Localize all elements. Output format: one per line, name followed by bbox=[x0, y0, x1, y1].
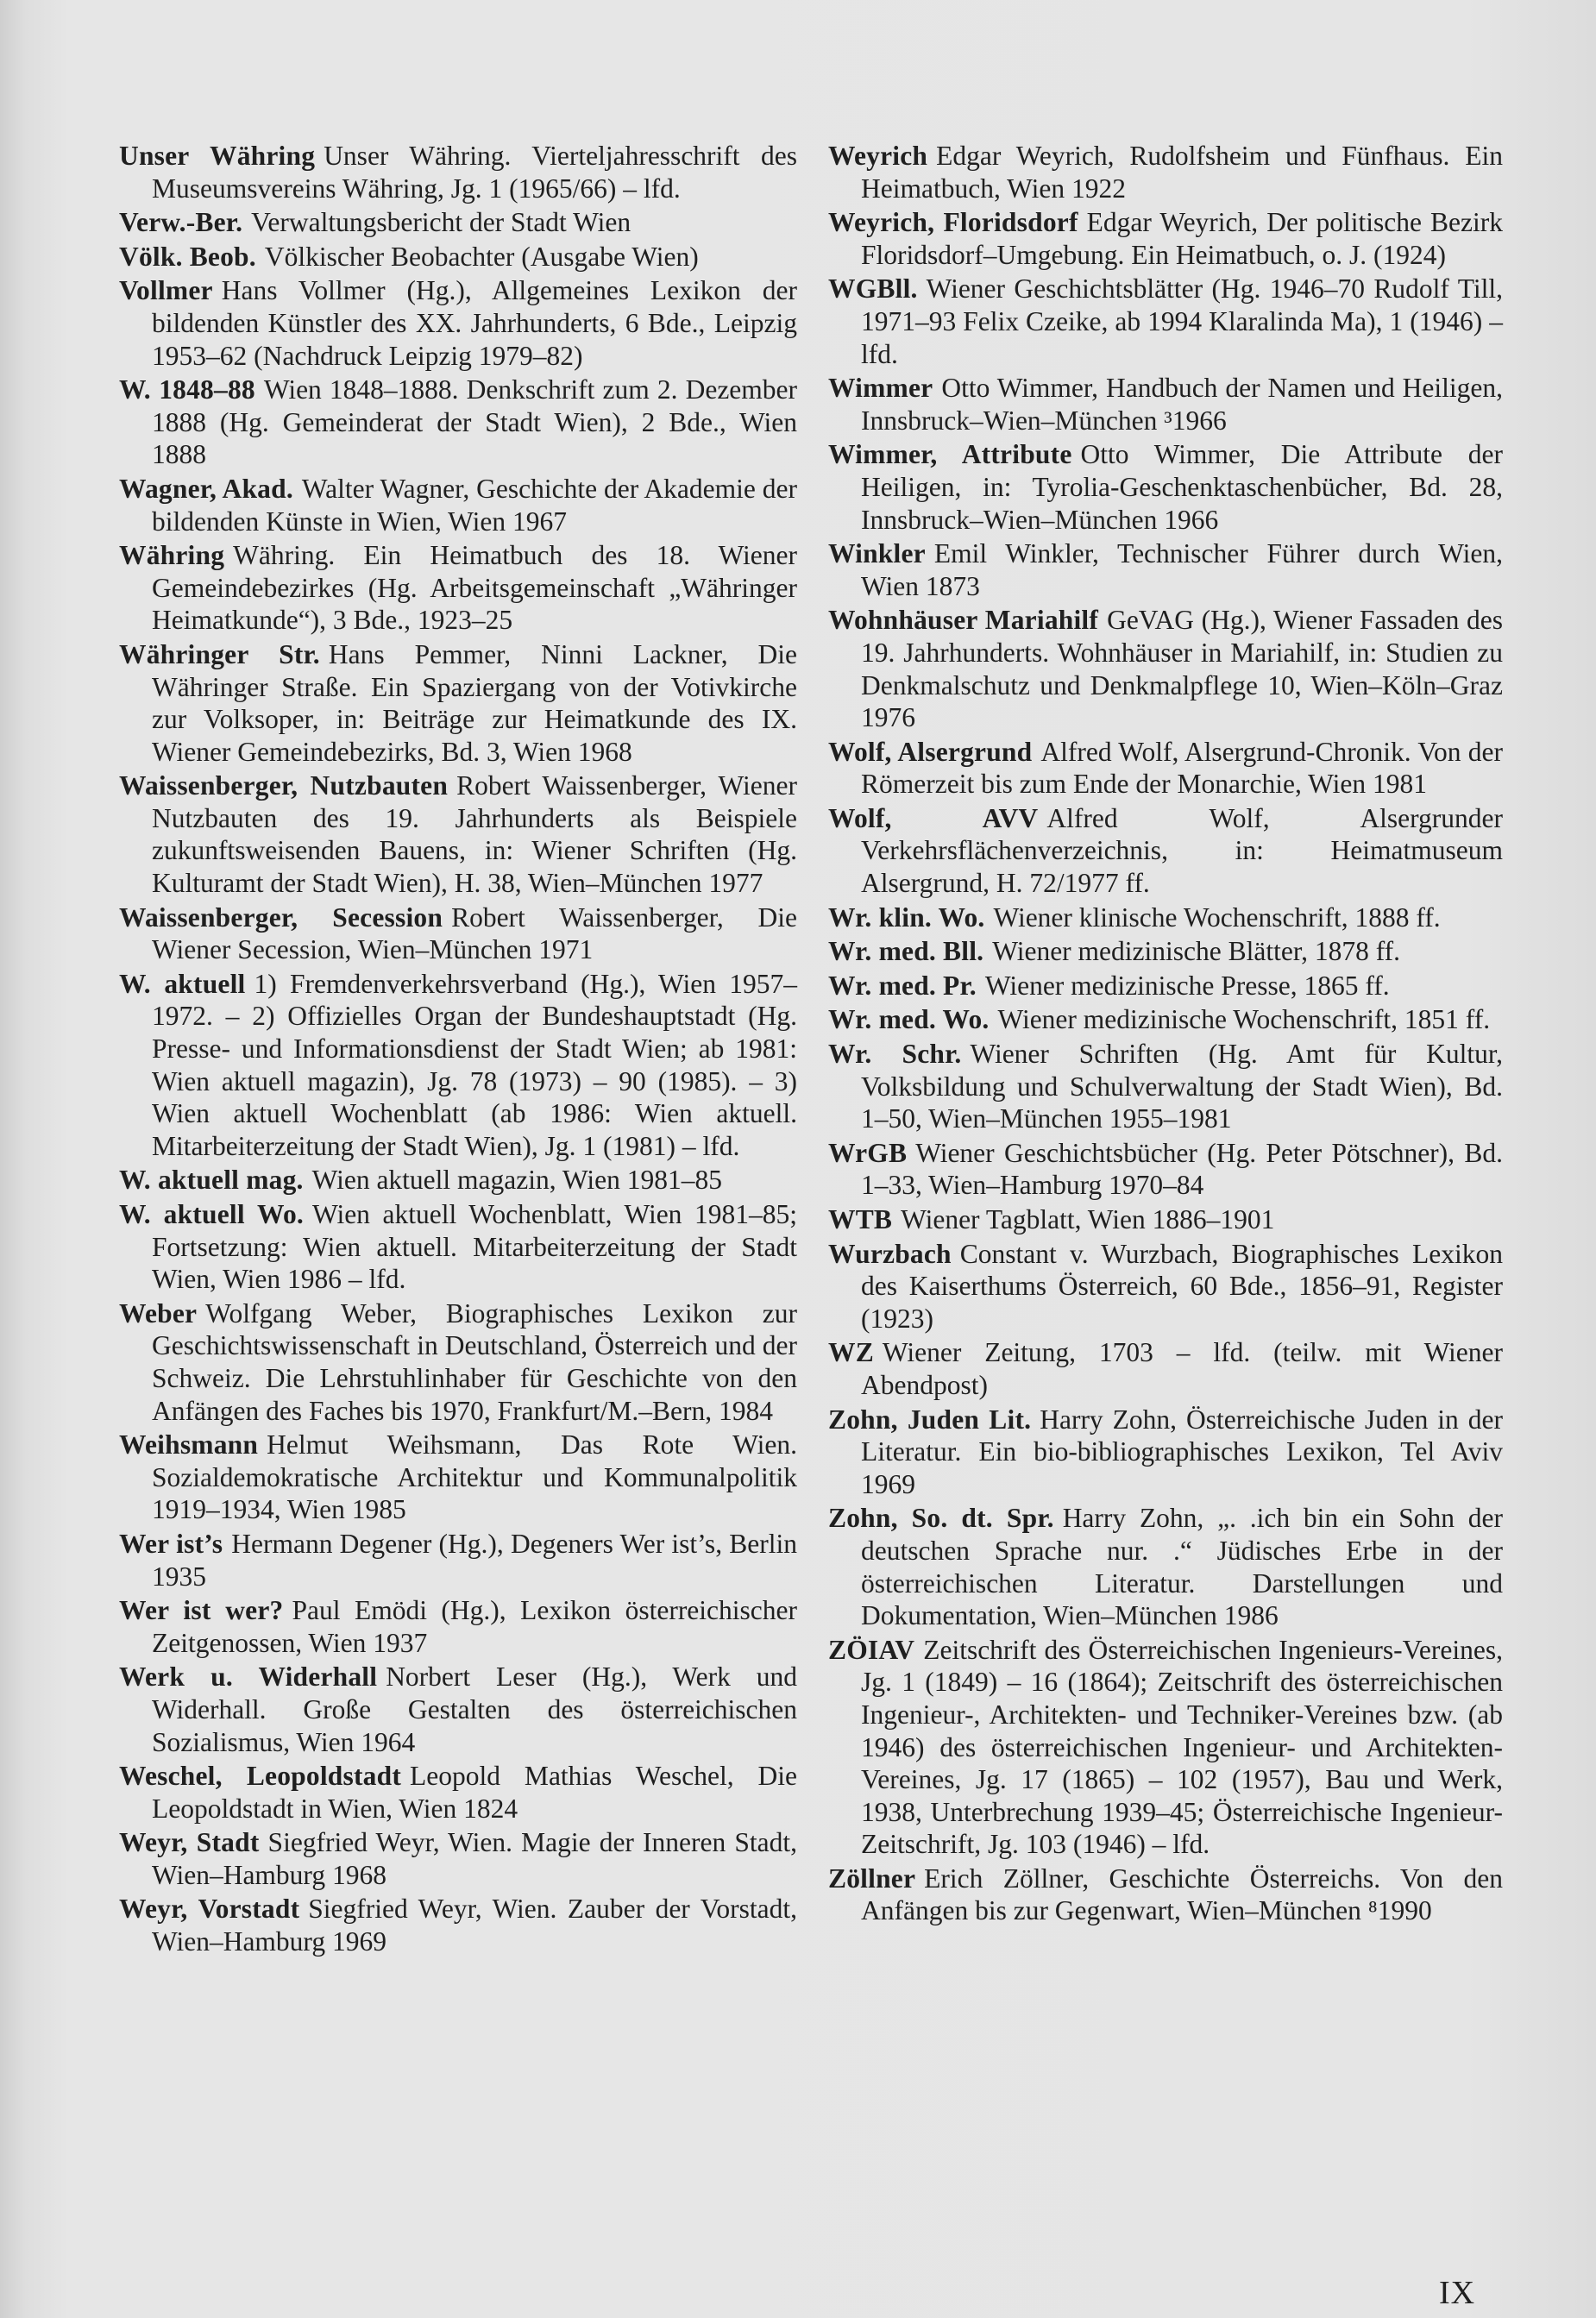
entry-abbreviation: WGBll. bbox=[828, 273, 918, 305]
bibliography-entry bbox=[828, 935, 1503, 968]
entry-abbreviation: Wimmer bbox=[828, 373, 933, 404]
entry-abbreviation: Weschel, Leopoldstadt bbox=[119, 1761, 402, 1792]
entry-text: Harry Zohn, „. .ich bin ein Sohn der deutschen Sprache nur. .“ Jüdisches Erbe in der österreichischen Literatur. Darstellungen und Dokumentation, Wien–München 1986 bbox=[861, 1503, 1503, 1631]
bibliography-entry bbox=[828, 140, 1503, 204]
entry-abbreviation: Wr. Schr. bbox=[828, 1039, 962, 1070]
entry-abbreviation: W. 1848–88 bbox=[119, 374, 255, 405]
entry-abbreviation: Weyr, Vorstadt bbox=[119, 1894, 300, 1925]
bibliography-entry bbox=[828, 1137, 1503, 1202]
entry-text: Edgar Weyrich, Der politische Bezirk Floridsdorf–Umgebung. Ein Heimatbuch, o. J. (1924) bbox=[861, 207, 1503, 270]
bibliography-entry bbox=[828, 1634, 1503, 1861]
bibliography-entry bbox=[828, 438, 1503, 536]
entry-text: GeVAG (Hg.), Wiener Fassaden des 19. Jahrhunderts. Wohnhäuser in Mariahilf, in: Studien zu Denkmalschutz und Denkmalpflege 10, Wien–Köln–Graz 1976 bbox=[861, 605, 1503, 733]
left-column bbox=[119, 140, 797, 1960]
entry-abbreviation: W. aktuell mag. bbox=[119, 1165, 304, 1196]
bibliography-entry bbox=[828, 1003, 1503, 1036]
entry-abbreviation: ZÖIAV bbox=[828, 1634, 915, 1665]
bibliography-entry bbox=[119, 374, 797, 471]
entry-abbreviation: Völk. Beob. bbox=[119, 241, 256, 272]
entry-text: Wiener Schriften (Hg. Amt für Kultur, Volksbildung und Schulverwaltung der Stadt Wien), Bd. 1–50, Wien–München 1955–1981 bbox=[861, 1039, 1503, 1134]
right-column bbox=[828, 140, 1503, 1929]
entry-abbreviation: Wurzbach bbox=[828, 1238, 952, 1269]
entry-abbreviation: Waissenberger, Nutzbauten bbox=[119, 770, 449, 801]
entry-text: Edgar Weyrich, Rudolfsheim und Fünfhaus. Ein Heimatbuch, Wien 1922 bbox=[861, 141, 1503, 204]
bibliography-entry bbox=[119, 968, 797, 1163]
entry-text: Wolfgang Weber, Biographisches Lexikon zur Geschichtswissenschaft in Deutschland, Österreich und der Schweiz. Die Lehrstuhlinhaber für Geschichte von den Anfängen des Faches bis 1970, Frankfurt/M.–Bern, 1984 bbox=[152, 1297, 797, 1426]
bibliography-entry bbox=[119, 539, 797, 637]
bibliography-entry bbox=[828, 1203, 1503, 1236]
entry-abbreviation: Weber bbox=[119, 1297, 198, 1329]
entry-abbreviation: Wr. med. Wo. bbox=[828, 1004, 990, 1035]
entry-text: Wiener medizinische Blätter, 1878 ff. bbox=[992, 936, 1400, 967]
entry-abbreviation: Unser Währing bbox=[119, 141, 316, 171]
bibliography-entry bbox=[828, 901, 1503, 934]
bibliography-entry bbox=[119, 1528, 797, 1592]
entry-abbreviation: Weyrich bbox=[828, 141, 928, 171]
bibliography-entry bbox=[119, 1826, 797, 1891]
entry-text: Walter Wagner, Geschichte der Akademie der bildenden Künste in Wien, Wien 1967 bbox=[152, 473, 797, 537]
entry-abbreviation: Waissenberger, Secession bbox=[119, 901, 443, 933]
entry-text: 1) Fremdenverkehrsverband (Hg.), Wien 1957–1972. – 2) Offizielles Organ der Bundeshauptstadt (Hg. Presse- und Informationsdienst der Stadt Wien; ab 1981: Wien aktuell magazin), Jg. 78 (1973) – 90 (1985). – 3) Wien aktuell Wochenblatt (ab 1986: Wien aktuell. Mitarbeiterzeitung der Stadt Wien), Jg. 1 (1981) – lfd. bbox=[152, 968, 797, 1161]
page-number: IX bbox=[1439, 2275, 1476, 2311]
bibliography-entry bbox=[828, 372, 1503, 437]
bibliography-entry bbox=[828, 206, 1503, 271]
entry-abbreviation: Zöllner bbox=[828, 1863, 916, 1894]
bibliography-entry bbox=[828, 1038, 1503, 1135]
entry-text: Robert Waissenberger, Wiener Nutzbauten des 19. Jahrhunderts als Beispiele zukunftsweisenden Bauens, in: Wiener Schriften (Hg. Kulturamt der Stadt Wien), H. 38, Wien–München 1977 bbox=[152, 770, 797, 899]
entry-text: Währing. Ein Heimatbuch des 18. Wiener Gemeindebezirkes (Hg. Arbeitsgemeinschaft „Währinger Heimatkunde“), 3 Bde., 1923–25 bbox=[152, 540, 797, 636]
bibliography-entry bbox=[119, 1297, 797, 1427]
entry-text: Leopold Mathias Weschel, Die Leopoldstadt in Wien, Wien 1824 bbox=[152, 1761, 797, 1824]
entry-abbreviation: Wagner, Akad. bbox=[119, 473, 293, 504]
bibliography-entry bbox=[119, 473, 797, 537]
entry-abbreviation: Weyr, Stadt bbox=[119, 1827, 260, 1858]
bibliography-entry bbox=[119, 274, 797, 372]
entry-abbreviation: Wr. med. Pr. bbox=[828, 970, 977, 1001]
entry-text: Harry Zohn, Österreichische Juden in der Literatur. Ein bio-bibliographisches Lexikon, Tel Aviv 1969 bbox=[861, 1404, 1503, 1499]
entry-text: Wien aktuell magazin, Wien 1981–85 bbox=[311, 1165, 723, 1196]
bibliography-entry bbox=[119, 1164, 797, 1197]
entry-text: Wiener medizinische Presse, 1865 ff. bbox=[984, 970, 1390, 1001]
bibliography-entry bbox=[828, 970, 1503, 1002]
entry-text: Verwaltungsbericht der Stadt Wien bbox=[251, 207, 631, 238]
entry-text: Wiener Geschichtsbücher (Hg. Peter Pötschner), Bd. 1–33, Wien–Hamburg 1970–84 bbox=[861, 1137, 1503, 1201]
entry-abbreviation: WTB bbox=[828, 1204, 893, 1234]
entry-text: Alfred Wolf, Alsergrunder Verkehrsflächenverzeichnis, in: Heimatmuseum Alsergrund, H. 72/1977 ff. bbox=[861, 802, 1504, 899]
entry-abbreviation: WZ bbox=[828, 1337, 874, 1368]
bibliography-entry bbox=[828, 1404, 1503, 1501]
entry-abbreviation: Wimmer, Attribute bbox=[828, 439, 1072, 470]
entry-abbreviation: Weyrich, Floridsdorf bbox=[828, 207, 1078, 238]
entry-abbreviation: Zohn, So. dt. Spr. bbox=[828, 1503, 1054, 1534]
bibliography-entry bbox=[828, 1336, 1503, 1401]
entry-text: Otto Wimmer, Handbuch der Namen und Heiligen, Innsbruck–Wien–München ³1966 bbox=[861, 373, 1503, 436]
bibliography-entry bbox=[119, 1594, 797, 1659]
bibliography-entry bbox=[119, 770, 797, 899]
entry-abbreviation: W. aktuell bbox=[119, 968, 246, 999]
entry-abbreviation: Wolf, Alsergrund bbox=[828, 736, 1033, 767]
entry-text: Zeitschrift des Österreichischen Ingenieurs-Vereines, Jg. 1 (1849) – 16 (1864); Zeitschrift des österreichischen Ingenieur-, Architekten- und Techniker-Vereines bzw. (ab 1946) des österreichischen Ingenieur- und Architekten-Vereines, Jg. 17 (1865) – 102 (1957), Bau und Werk, 1938, Unterbrechung 1939–45; Österreichische Ingenieur-Zeitschrift, Jg. 103 (1946) – lfd. bbox=[861, 1634, 1503, 1860]
entry-text: Helmut Weihsmann, Das Rote Wien. Sozialdemokratische Architektur und Kommunalpolitik 1919–1934, Wien 1985 bbox=[152, 1429, 797, 1525]
entry-text: Emil Winkler, Technischer Führer durch Wien, Wien 1873 bbox=[861, 538, 1503, 601]
bibliography-entry bbox=[828, 802, 1503, 900]
entry-text: Wiener klinische Wochenschrift, 1888 ff. bbox=[993, 901, 1441, 933]
bibliography-entry bbox=[828, 537, 1503, 602]
entry-text: Wien 1848–1888. Denkschrift zum 2. Dezember 1888 (Hg. Gemeinderat der Stadt Wien), 2 Bde., Wien 1888 bbox=[152, 374, 797, 470]
bibliography-entry bbox=[119, 1661, 797, 1758]
entry-text: Unser Währing. Vierteljahresschrift des Museumsvereins Währing, Jg. 1 (1965/66) – lfd. bbox=[152, 141, 797, 204]
entry-abbreviation: Werk u. Widerhall bbox=[119, 1662, 378, 1693]
entry-text: Robert Waissenberger, Die Wiener Secession, Wien–München 1971 bbox=[152, 901, 797, 965]
bibliography-entry bbox=[828, 1863, 1503, 1927]
bibliography-entry bbox=[119, 1429, 797, 1526]
entry-abbreviation: Währing bbox=[119, 540, 225, 571]
bibliography-entry bbox=[119, 1893, 797, 1957]
entry-text: Hans Vollmer (Hg.), Allgemeines Lexikon der bildenden Künstler des XX. Jahrhunderts, 6 Bde., Leipzig 1953–62 (Nachdruck Leipzig 1979–82) bbox=[152, 275, 797, 371]
entry-abbreviation: Zohn, Juden Lit. bbox=[828, 1404, 1032, 1435]
entry-text: Wien aktuell Wochenblatt, Wien 1981–85; Fortsetzung: Wien aktuell. Mitarbeiterzeitung der Stadt Wien, Wien 1986 – lfd. bbox=[152, 1199, 797, 1295]
entry-text: Hermann Degener (Hg.), Degeners Wer ist’s, Berlin 1935 bbox=[152, 1528, 797, 1592]
entry-text: Wiener Zeitung, 1703 – lfd. (teilw. mit Wiener Abendpost) bbox=[861, 1337, 1503, 1400]
bibliography-entry bbox=[119, 241, 797, 273]
entry-text: Wiener Tagblatt, Wien 1886–1901 bbox=[901, 1204, 1275, 1234]
entry-abbreviation: Winkler bbox=[828, 538, 926, 569]
entry-abbreviation: Vollmer bbox=[119, 275, 213, 306]
bibliography-entry bbox=[119, 901, 797, 966]
entry-text: Wiener Geschichtsblätter (Hg. 1946–70 Rudolf Till, 1971–93 Felix Czeike, ab 1994 Klaralinda Ma), 1 (1946) – lfd. bbox=[861, 273, 1503, 369]
entry-text: Erich Zöllner, Geschichte Österreichs. Von den Anfängen bis zur Gegenwart, Wien–München ⁸1990 bbox=[861, 1863, 1503, 1926]
entry-text: Norbert Leser (Hg.), Werk und Widerhall. Große Gestalten des österreichischen Sozialismus, Wien 1964 bbox=[152, 1662, 797, 1757]
entry-abbreviation: Weihsmann bbox=[119, 1429, 259, 1461]
bibliography-entry bbox=[828, 736, 1503, 801]
entry-text: Paul Emödi (Hg.), Lexikon österreichischer Zeitgenossen, Wien 1937 bbox=[152, 1595, 797, 1658]
entry-abbreviation: W. aktuell Wo. bbox=[119, 1199, 304, 1229]
entry-text: Siegfried Weyr, Wien. Magie der Inneren Stadt, Wien–Hamburg 1968 bbox=[152, 1827, 797, 1890]
entry-abbreviation: Wer ist wer? bbox=[119, 1595, 284, 1626]
bibliography-entry bbox=[119, 206, 797, 239]
entry-text: Wiener medizinische Wochenschrift, 1851 ff. bbox=[997, 1004, 1491, 1035]
entry-text: Alfred Wolf, Alsergrund-Chronik. Von der Römerzeit bis zum Ende der Monarchie, Wien 1981 bbox=[861, 736, 1503, 800]
entry-text: Siegfried Weyr, Wien. Zauber der Vorstadt, Wien–Hamburg 1969 bbox=[152, 1894, 797, 1957]
bibliography-entry bbox=[828, 604, 1503, 733]
entry-abbreviation: Wolf, AVV bbox=[828, 802, 1039, 833]
entry-abbreviation: Wohnhäuser Mariahilf bbox=[828, 605, 1099, 636]
bibliography-entry bbox=[828, 1238, 1503, 1335]
bibliography-entry bbox=[828, 273, 1503, 370]
entry-text: Constant v. Wurzbach, Biographisches Lexikon des Kaiserthums Österreich, 60 Bde., 1856–91, Register (1923) bbox=[861, 1238, 1503, 1334]
bibliography-entry bbox=[119, 1760, 797, 1825]
entry-abbreviation: Verw.-Ber. bbox=[119, 207, 243, 238]
entry-abbreviation: Währinger Str. bbox=[119, 638, 320, 669]
entry-text: Hans Pemmer, Ninni Lackner, Die Währinger Straße. Ein Spaziergang von der Votivkirche zur Volksoper, in: Beiträge zur Heimatkunde des IX. Wiener Gemeindebezirks, Bd. 3, Wien 1968 bbox=[152, 638, 798, 767]
entry-abbreviation: WrGB bbox=[828, 1137, 908, 1168]
bibliography-entry bbox=[119, 140, 797, 204]
bibliography-entry bbox=[119, 638, 797, 768]
bibliography-entry bbox=[119, 1198, 797, 1296]
entry-abbreviation: Wr. med. Bll. bbox=[828, 936, 984, 967]
entry-text: Völkischer Beobachter (Ausgabe Wien) bbox=[264, 241, 699, 272]
entry-text: Otto Wimmer, Die Attribute der Heiligen, in: Tyrolia-Geschenktaschenbücher, Bd. 28, Innsbruck–Wien–München 1966 bbox=[861, 439, 1503, 535]
entry-abbreviation: Wer ist’s bbox=[119, 1528, 223, 1559]
bibliography-entry bbox=[828, 1502, 1503, 1631]
entry-abbreviation: Wr. klin. Wo. bbox=[828, 901, 985, 933]
